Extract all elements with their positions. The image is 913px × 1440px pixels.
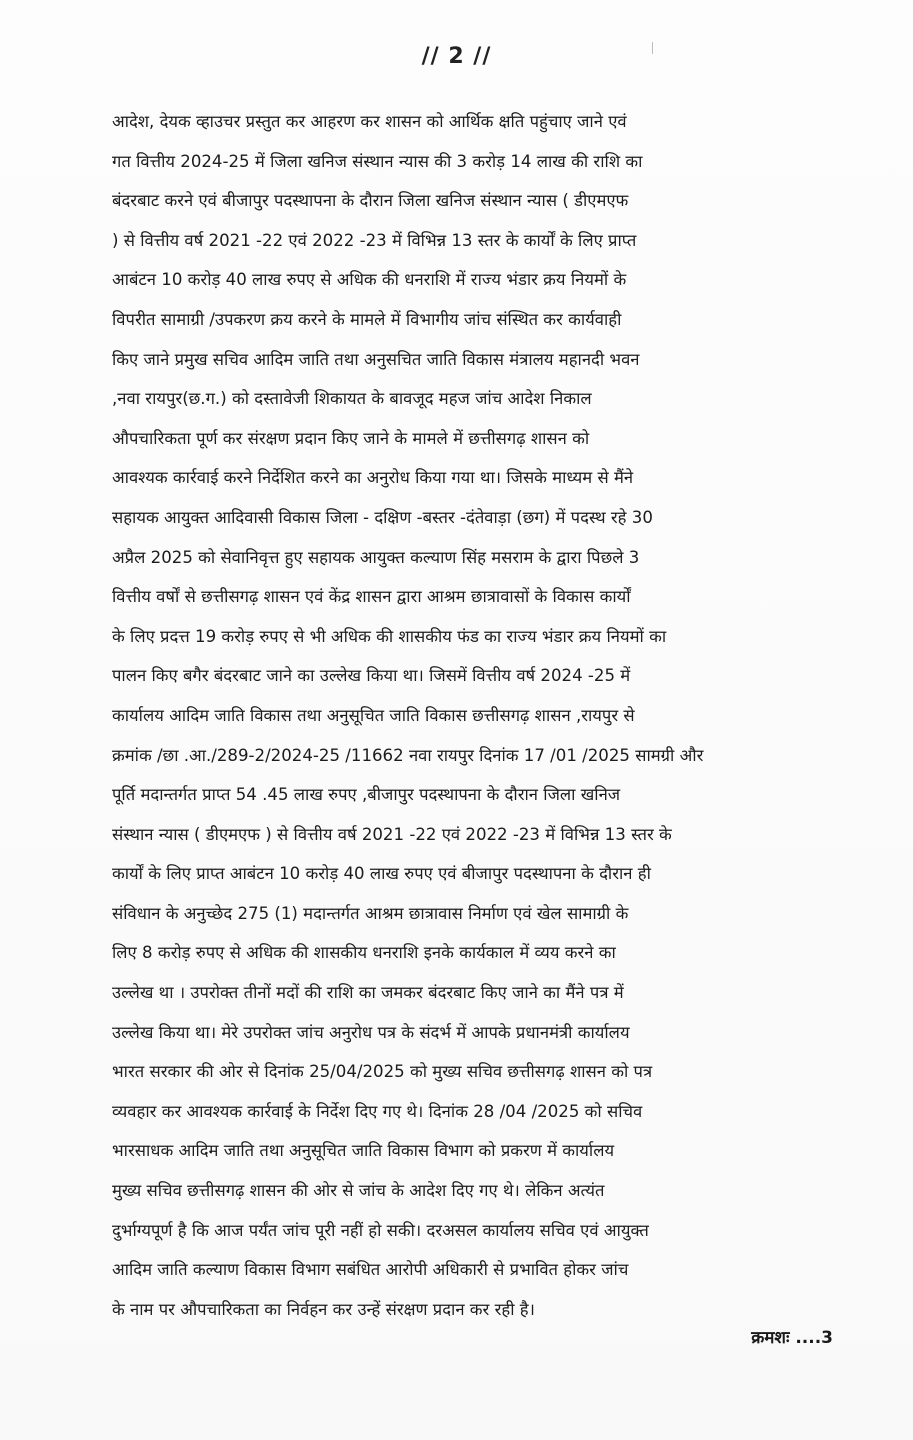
text-line: औपचारिकता पूर्ण कर संरक्षण प्रदान किए जाने के मामले में छत्तीसगढ़ शासन को	[112, 428, 590, 448]
text-line: उल्लेख था । उपरोक्त तीनों मदों की राशि का जमकर बंदरबाट किए जाने का मैंने पत्र में	[112, 983, 624, 1003]
text-line: सहायक आयुक्त आदिवासी विकास जिला - दक्षिण -बस्तर -दंतेवाड़ा (छग) में पदस्थ रहे 30	[112, 507, 653, 527]
text-line: कार्यालय आदिम जाति विकास तथा अनुसूचित जाति विकास छत्तीसगढ़ शासन ,रायपुर से	[112, 705, 635, 725]
text-line: संस्थान न्यास ( डीएमएफ ) से वित्तीय वर्ष 2021 -22 एवं 2022 -23 में विभिन्न 13 स्तर के	[112, 824, 672, 844]
text-line: आबंटन 10 करोड़ 40 लाख रुपए से अधिक की धनराशि में राज्य भंडार क्रय नियमों के	[112, 270, 627, 290]
text-line: संविधान के अनुच्छेद 275 (1) मदान्तर्गत आश्रम छात्रावास निर्माण एवं खेल सामाग्री के	[112, 903, 629, 923]
text-line: बंदरबाट करने एवं बीजापुर पदस्थापना के दौरान जिला खनिज संस्थान न्यास ( डीएमएफ	[112, 191, 629, 211]
text-line: आवश्यक कार्रवाई करने निर्देशित करने का अनुरोध किया गया था। जिसके माध्यम से मैंने	[112, 468, 634, 488]
continuation-marker: क्रमशः ....3	[751, 1328, 833, 1348]
text-line: व्यवहार कर आवश्यक कार्रवाई के निर्देश दिए गए थे। दिनांक 28 /04 /2025 को सचिव	[112, 1101, 643, 1121]
text-line: के लिए प्रदत्त 19 करोड़ रुपए से भी अधिक की शासकीय फंड का राज्य भंडार क्रय नियमों का	[112, 626, 667, 646]
text-line: पूर्ति मदान्तर्गत प्राप्त 54 .45 लाख रुपए ,बीजापुर पदस्थापना के दौरान जिला खनिज	[112, 785, 621, 805]
text-line: कार्यों के लिए प्राप्त आबंटन 10 करोड़ 40 लाख रुपए एवं बीजापुर पदस्थापना के दौरान ही	[112, 864, 651, 884]
page-number: // 2 //	[421, 44, 492, 69]
text-line: मुख्य सचिव छत्तीसगढ़ शासन की ओर से जांच के आदेश दिए गए थे। लेकिन अत्यंत	[112, 1181, 605, 1201]
text-line: गत वित्तीय 2024-25 में जिला खनिज संस्थान न्यास की 3 करोड़ 14 लाख की राशि का	[112, 151, 643, 171]
text-line: ,नवा रायपुर(छ.ग.) को दस्तावेजी शिकायत के बावजूद महज जांच आदेश निकाल	[112, 389, 592, 409]
text-line: वित्तीय वर्षों से छत्तीसगढ़ शासन एवं केंद्र शासन द्वारा आश्रम छात्रावासों के विकास कार्यों	[112, 587, 631, 607]
text-line: के नाम पर औपचारिकता का निर्वहन कर उन्हें संरक्षण प्रदान कर रही है।	[112, 1299, 535, 1319]
text-line: दुर्भाग्यपूर्ण है कि आज पर्यंत जांच पूरी नहीं हो सकी। दरअसल कार्यालय सचिव एवं आयुक्त	[112, 1220, 649, 1240]
text-line: विपरीत सामाग्री /उपकरण क्रय करने के मामले में विभागीय जांच संस्थित कर कार्यवाही	[112, 309, 622, 329]
text-line: अप्रैल 2025 को सेवानिवृत्त हुए सहायक आयुक्त कल्याण सिंह मसराम के द्वारा पिछले 3	[112, 547, 640, 567]
text-line: क्रमांक /छा .आ./289-2/2024-25 /11662 नवा रायपुर दिनांक 17 /01 /2025 सामग्री और	[112, 745, 704, 765]
text-line: भारसाधक आदिम जाति तथा अनुसूचित जाति विकास विभाग को प्रकरण में कार्यालय	[112, 1141, 615, 1161]
body-text	[112, 102, 840, 1329]
text-line: आदेश, देयक व्हाउचर प्रस्तुत कर आहरण कर शासन को आर्थिक क्षति पहुंचाए जाने एवं	[112, 112, 627, 131]
text-line: ) से वित्तीय वर्ष 2021 -22 एवं 2022 -23 में विभिन्न 13 स्तर के कार्यों के लिए प्राप्त	[112, 230, 637, 250]
text-line: उल्लेख किया था। मेरे उपरोक्त जांच अनुरोध पत्र के संदर्भ में आपके प्रधानमंत्री कार्यालय	[112, 1022, 630, 1042]
text-line: पालन किए बगैर बंदरबाट जाने का उल्लेख किया था। जिसमें वित्तीय वर्ष 2024 -25 में	[112, 666, 631, 686]
text-line: लिए 8 करोड़ रुपए से अधिक की शासकीय धनराशि इनके कार्यकाल में व्यय करने का	[112, 943, 616, 963]
text-line: भारत सरकार की ओर से दिनांक 25/04/2025 को मुख्य सचिव छत्तीसगढ़ शासन को पत्र	[112, 1062, 653, 1082]
text-line: आदिम जाति कल्याण विकास विभाग सबंधित आरोपी अधिकारी से प्रभावित होकर जांच	[112, 1260, 629, 1280]
text-line: किए जाने प्रमुख सचिव आदिम जाति तथा अनुसचित जाति विकास मंत्रालय महानदी भवन	[112, 349, 640, 369]
